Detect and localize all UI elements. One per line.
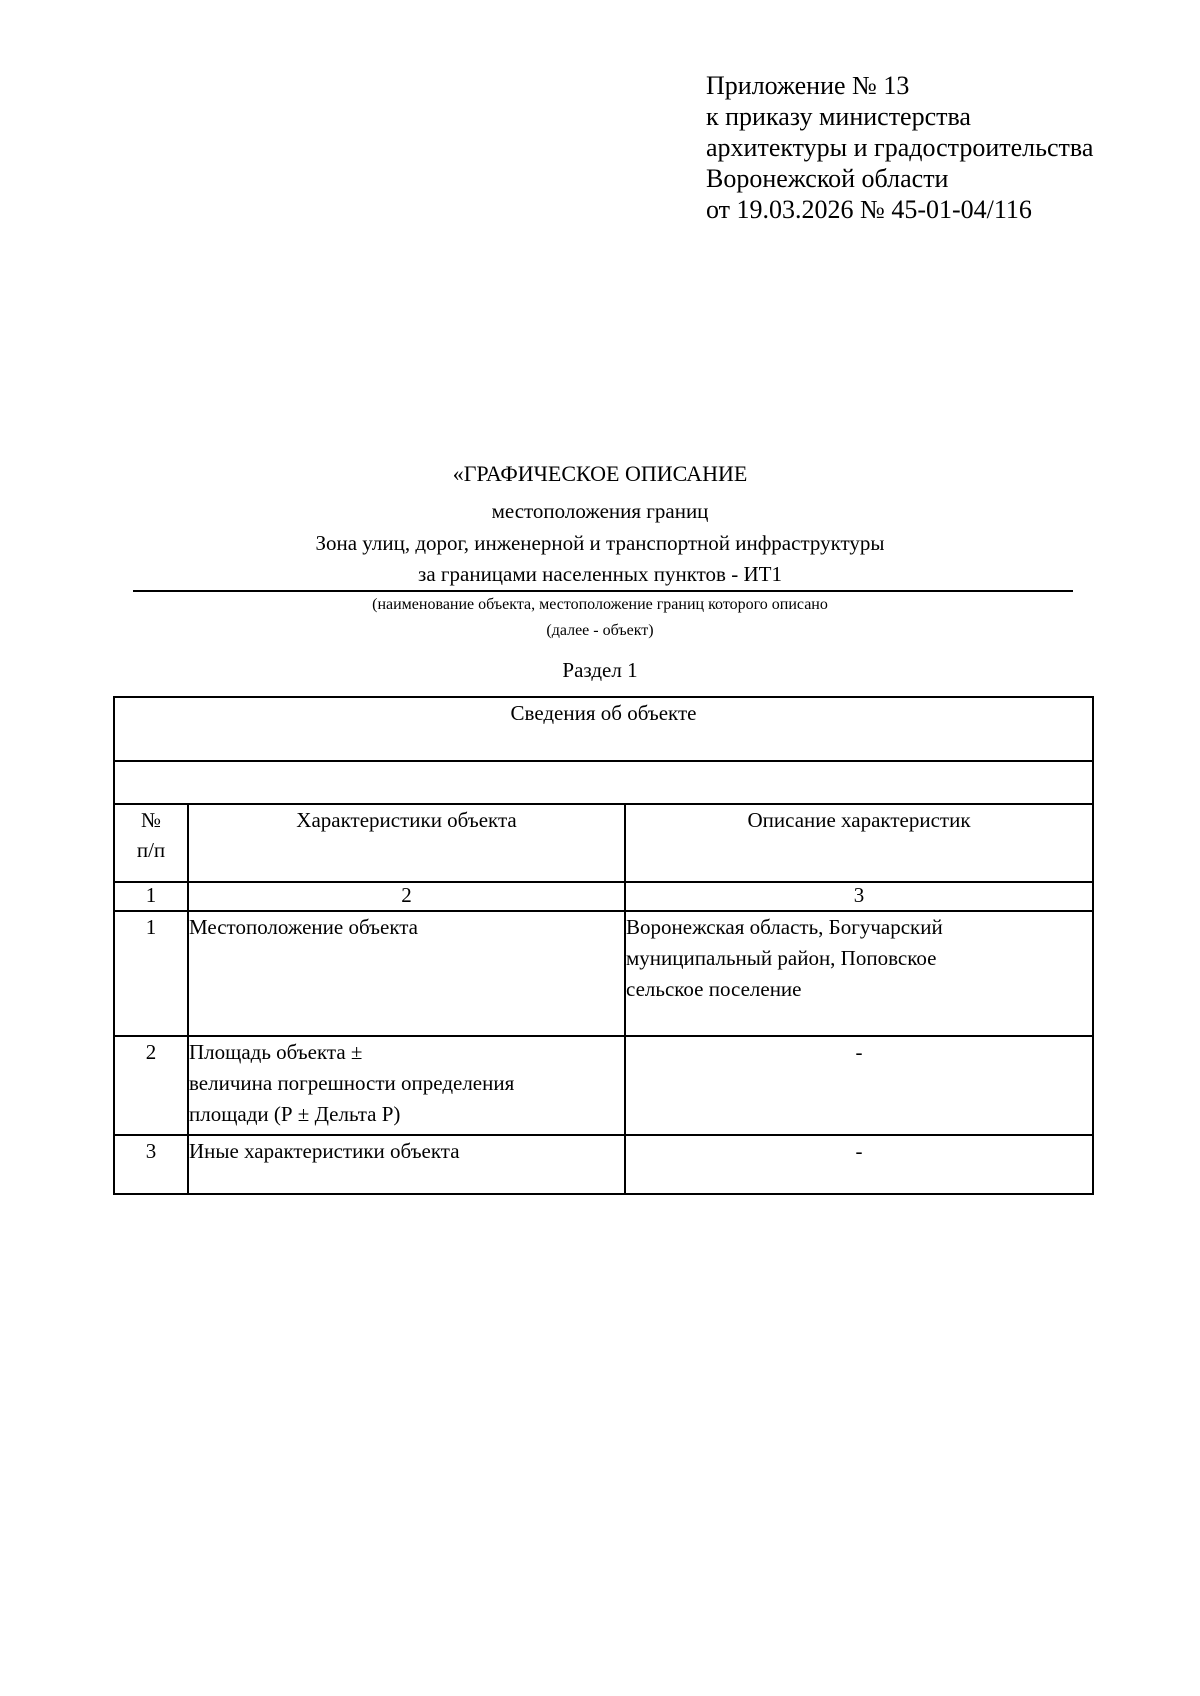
table-row [114, 1036, 1093, 1135]
appendix-line: Приложение № 13 [706, 71, 910, 100]
appendix-block [706, 70, 1093, 225]
section-heading: Раздел 1 [562, 658, 638, 682]
caption-line: (далее - объект) [546, 622, 654, 639]
characteristic-line: Площадь объекта ± [189, 1040, 363, 1064]
row-characteristic [188, 911, 625, 1036]
characteristic-line: Местоположение объекта [189, 915, 419, 939]
caption-line: (наименование объекта, местоположение границ которого описано [372, 596, 828, 613]
title-subline: местоположения границ [491, 499, 709, 523]
table-empty-row [114, 761, 1093, 804]
object-info-table [113, 696, 1094, 1195]
description-line: муниципальный район, Поповское [626, 946, 937, 970]
col-header-number-line: п/п [136, 838, 166, 862]
col-header-number-line: № [140, 808, 162, 832]
row-description: - [625, 1036, 1093, 1135]
description-line: Воронежская область, Богучарский [626, 915, 943, 939]
column-header-row [114, 804, 1093, 882]
row-number: 1 [114, 911, 188, 1036]
table-header-row [114, 697, 1093, 761]
row-description [625, 911, 1093, 1036]
col-header-number [114, 804, 188, 882]
table-header: Сведения об объекте [114, 697, 1093, 761]
underline-rule [133, 590, 1073, 592]
object-name-line: Зона улиц, дорог, инженерной и транспортной инфраструктуры [315, 531, 885, 555]
row-number: 2 [114, 1036, 188, 1135]
appendix-line: архитектуры и градостроительства [706, 133, 1094, 162]
col-header-characteristics: Характеристики объекта [188, 804, 625, 882]
characteristic-line: величина погрешности определения [189, 1071, 515, 1095]
appendix-line: Воронежской области [706, 164, 949, 193]
table-row [114, 1135, 1093, 1194]
column-number: 3 [625, 882, 1093, 911]
empty-cell [114, 761, 1093, 804]
characteristic-line: площади (Р ± Дельта Р) [189, 1102, 401, 1126]
column-number: 1 [114, 882, 188, 911]
row-number: 3 [114, 1135, 188, 1194]
table-row [114, 911, 1093, 1036]
row-characteristic [188, 1036, 625, 1135]
appendix-line: к приказу министерства [706, 102, 971, 131]
row-characteristic [188, 1135, 625, 1194]
row-description: - [625, 1135, 1093, 1194]
col-header-description: Описание характеристик [625, 804, 1093, 882]
document-title: «ГРАФИЧЕСКОЕ ОПИСАНИЕ [452, 461, 748, 486]
column-number-row [114, 882, 1093, 911]
characteristic-line: Иные характеристики объекта [189, 1139, 460, 1163]
appendix-line: от 19.03.2026 № 45-01-04/116 [706, 195, 1032, 224]
column-number: 2 [188, 882, 625, 911]
object-name-line: за границами населенных пунктов - ИТ1 [418, 562, 782, 586]
description-line: сельское поселение [626, 977, 802, 1001]
